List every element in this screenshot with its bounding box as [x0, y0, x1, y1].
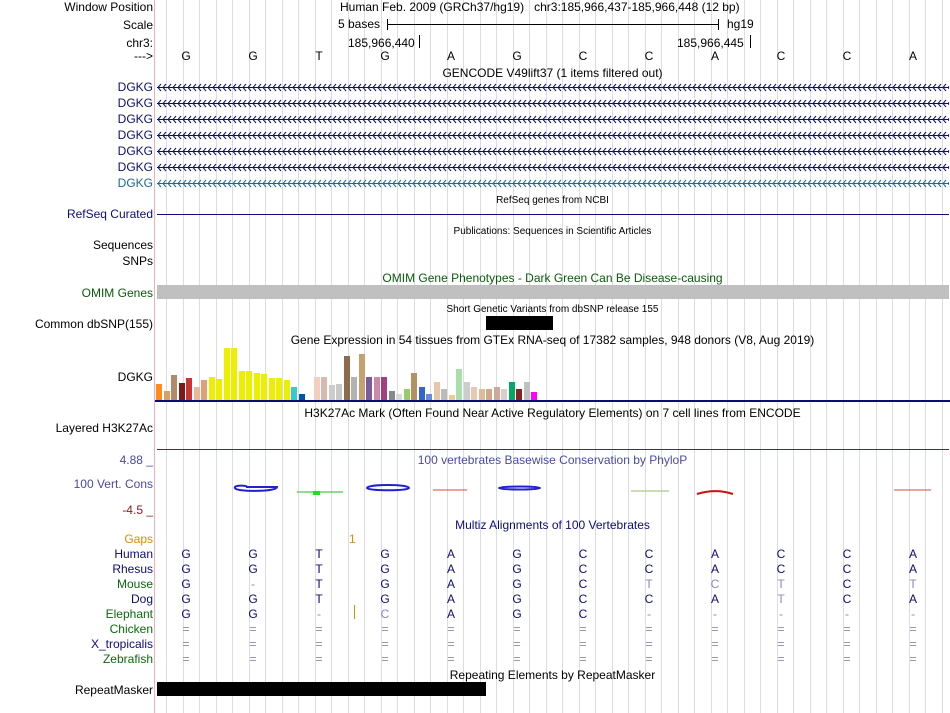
alignment-base: G — [380, 577, 390, 591]
phylop-logo-g-2 — [367, 485, 409, 490]
gtex-label[interactable]: DGKG — [117, 370, 153, 384]
alignment-base: T — [777, 592, 785, 606]
alignment-base: G — [512, 562, 522, 576]
gtex-tissue-bar[interactable] — [284, 380, 290, 400]
base-letter: G — [380, 49, 390, 63]
scale-assembly: hg19 — [727, 17, 754, 31]
base-letter: C — [644, 49, 654, 63]
alignment-base: A — [710, 547, 719, 561]
alignment-base: C — [578, 592, 588, 606]
alignment-base: = — [711, 652, 719, 666]
gtex-tissue-bar[interactable] — [404, 389, 410, 400]
gencode-gene-label[interactable]: DGKG — [117, 128, 153, 142]
alignment-base: = — [579, 652, 587, 666]
phylop-label[interactable]: 100 Vert. Cons — [73, 477, 153, 491]
alignment-base: C — [842, 547, 852, 561]
alignment-base: = — [381, 652, 389, 666]
scale-bar-left-tick — [387, 19, 388, 30]
phylop-plot[interactable] — [155, 478, 950, 502]
alignment-base: C — [380, 607, 390, 621]
gtex-tissue-bar[interactable] — [314, 377, 320, 400]
gtex-tissue-bar[interactable] — [486, 389, 492, 400]
alignment-base: - — [779, 607, 783, 621]
gap-count: 1 — [349, 532, 356, 546]
gencode-gene-label[interactable]: DGKG — [117, 80, 153, 94]
species-label[interactable]: Elephant — [105, 607, 153, 621]
gtex-tissue-bar[interactable] — [261, 374, 267, 400]
omim-label[interactable]: OMIM Genes — [81, 286, 153, 300]
species-label[interactable]: Zebrafish — [102, 652, 153, 666]
gencode-transcript[interactable] — [157, 98, 949, 109]
window-position-value: Human Feb. 2009 (GRCh37/hg19) chr3:185,966,437-185,966,448 (12 bp) — [340, 0, 740, 14]
gencode-gene-label[interactable]: DGKG — [117, 112, 153, 126]
gtex-tissue-bar[interactable] — [441, 389, 447, 400]
alignment-base: C — [776, 562, 786, 576]
gtex-tissue-bar[interactable] — [456, 369, 462, 400]
coord-tick-1 — [419, 35, 420, 48]
gtex-tissue-bar[interactable] — [336, 384, 342, 400]
base-letter: A — [710, 49, 719, 63]
species-label[interactable]: Mouse — [116, 577, 153, 591]
alignment-base: = — [513, 622, 521, 636]
dbsnp-variant[interactable] — [486, 316, 553, 330]
gtex-tissue-bar[interactable] — [269, 378, 275, 400]
dbsnp-label[interactable]: Common dbSNP(155) — [34, 317, 153, 331]
gtex-tissue-bar[interactable] — [224, 348, 230, 400]
gencode-transcript[interactable] — [157, 82, 949, 93]
gencode-gene-label[interactable]: DGKG — [117, 96, 153, 110]
multiz-track-title[interactable]: Multiz Alignments of 100 Vertebrates — [455, 518, 650, 532]
label-separator — [154, 0, 155, 713]
publications-track-title[interactable]: Publications: Sequences in Scientific Articles — [453, 226, 652, 237]
species-label[interactable]: Chicken — [109, 622, 153, 636]
coord-tick-2 — [750, 35, 751, 48]
gtex-tissue-bar[interactable] — [419, 387, 425, 400]
alignment-base: G — [181, 607, 191, 621]
gtex-tissue-bar[interactable] — [434, 382, 440, 400]
omim-track-title[interactable]: OMIM Gene Phenotypes - Dark Green Can Be Disease-causing — [382, 271, 723, 285]
gtex-tissue-bar[interactable] — [509, 382, 515, 400]
base-letter: C — [776, 49, 786, 63]
species-label[interactable]: Dog — [130, 592, 153, 606]
alignment-base: G — [181, 577, 191, 591]
gtex-tissue-bar[interactable] — [501, 389, 507, 400]
alignment-base: C — [644, 547, 654, 561]
gtex-tissue-bar[interactable] — [359, 354, 365, 400]
repeatmasker-track-title[interactable]: Repeating Elements by RepeatMasker — [449, 668, 656, 682]
alignment-base: - — [911, 607, 915, 621]
phylop-max-label: 4.88 _ — [119, 453, 153, 467]
alignment-base: = — [315, 622, 323, 636]
publications-snps-label[interactable]: SNPs — [122, 254, 153, 268]
alignment-base: G — [181, 547, 191, 561]
gtex-tissue-bar[interactable] — [411, 373, 417, 400]
species-label[interactable]: X_tropicalis — [90, 637, 153, 651]
gtex-tissue-bar[interactable] — [471, 387, 477, 400]
gtex-tissue-bar[interactable] — [344, 356, 350, 400]
base-letter: T — [315, 49, 323, 63]
gtex-tissue-bar[interactable] — [366, 377, 372, 400]
alignment-base: = — [447, 622, 455, 636]
gencode-transcript[interactable] — [157, 130, 949, 141]
coord-label-1: 185,966,440 — [348, 36, 415, 50]
alignment-base: = — [777, 622, 785, 636]
alignment-base: = — [909, 652, 917, 666]
phylop-logo-g-1 — [235, 486, 277, 491]
omim-feature[interactable] — [157, 285, 949, 299]
window-position-label: Window Position — [64, 0, 153, 14]
alignment-base: T — [315, 547, 323, 561]
alignment-base: - — [251, 577, 255, 591]
gtex-tissue-bar[interactable] — [276, 378, 282, 400]
gtex-tissue-bar[interactable] — [194, 387, 200, 400]
gencode-track-title[interactable]: GENCODE V49lift37 (1 items filtered out) — [442, 66, 663, 80]
strand-label: ---> — [134, 49, 153, 63]
alignment-base: = — [182, 652, 190, 666]
base-letter: A — [908, 49, 917, 63]
alignment-base: G — [248, 562, 258, 576]
phylop-bar-t-peak — [313, 491, 320, 495]
alignment-base: A — [446, 592, 455, 606]
alignment-base: = — [579, 622, 587, 636]
alignment-base: A — [710, 592, 719, 606]
alignment-base: G — [181, 592, 191, 606]
alignment-base: = — [777, 652, 785, 666]
alignment-base: = — [381, 637, 389, 651]
alignment-base: = — [315, 652, 323, 666]
alignment-base: T — [315, 577, 323, 591]
gencode-transcript[interactable] — [157, 162, 949, 173]
alignment-base: = — [447, 652, 455, 666]
base-letter: G — [512, 49, 522, 63]
scale-bases: 5 bases — [338, 17, 381, 31]
alignment-base: G — [512, 547, 522, 561]
h3k27ac-track-title[interactable]: H3K27Ac Mark (Often Found Near Active Regulatory Elements) on 7 cell lines from ENCODE — [304, 406, 801, 420]
alignment-base: C — [842, 577, 852, 591]
alignment-base: T — [909, 577, 917, 591]
alignment-base: G — [380, 547, 390, 561]
alignment-base: C — [578, 607, 588, 621]
alignment-base: = — [182, 637, 190, 651]
alignment-base: = — [579, 637, 587, 651]
alignment-base: T — [315, 592, 323, 606]
alignment-base: = — [182, 622, 190, 636]
gtex-tissue-bar[interactable] — [494, 387, 500, 400]
base-letter: A — [446, 49, 455, 63]
base-letter: C — [578, 49, 588, 63]
refseq-track-title[interactable]: RefSeq genes from NCBI — [496, 195, 609, 206]
gtex-tissue-bar[interactable] — [254, 373, 260, 400]
gtex-tissue-bar[interactable] — [291, 387, 297, 400]
alignment-base: C — [578, 577, 588, 591]
alignment-base: = — [843, 622, 851, 636]
repeatmasker-label[interactable]: RepeatMasker — [74, 683, 153, 697]
gtex-tissue-bar[interactable] — [239, 371, 245, 400]
gencode-gene-label[interactable]: DGKG — [117, 144, 153, 158]
gtex-track-title[interactable]: Gene Expression in 54 tissues from GTEx RNA-seq of 17382 samples, 948 donors (V8, Aug 2019) — [290, 333, 815, 347]
base-letter: C — [842, 49, 852, 63]
alignment-base: = — [909, 622, 917, 636]
alignment-base: G — [380, 592, 390, 606]
alignment-base: C — [644, 592, 654, 606]
phylop-track-title[interactable]: 100 vertebrates Basewise Conservation by PhyloP — [417, 453, 688, 467]
gtex-gene-line — [155, 400, 950, 402]
gencode-transcript[interactable] — [157, 114, 949, 125]
alignment-base: = — [711, 622, 719, 636]
gtex-tissue-bar[interactable] — [186, 378, 192, 400]
alignment-base: G — [512, 607, 522, 621]
chrom-label: chr3: — [126, 36, 153, 50]
gtex-tissue-bar[interactable] — [231, 348, 237, 400]
alignment-base: = — [909, 637, 917, 651]
alignment-base: C — [842, 592, 852, 606]
alignment-base: - — [713, 607, 717, 621]
alignment-base: = — [843, 637, 851, 651]
alignment-base: = — [249, 652, 257, 666]
h3k27ac-baseline — [157, 449, 949, 450]
gtex-tissue-bar[interactable] — [381, 377, 387, 400]
alignment-base: A — [908, 592, 917, 606]
alignment-base: - — [317, 607, 321, 621]
gap-marker — [354, 605, 355, 619]
alignment-base: = — [513, 637, 521, 651]
gtex-tissue-bar[interactable] — [216, 379, 222, 400]
gtex-tissue-bar[interactable] — [321, 377, 327, 400]
alignment-base: G — [512, 592, 522, 606]
coord-label-2: 185,966,445 — [677, 36, 744, 50]
alignment-base: A — [908, 547, 917, 561]
gtex-bar-chart[interactable] — [156, 348, 556, 400]
alignment-base: G — [380, 562, 390, 576]
publications-sequences-label[interactable]: Sequences — [92, 238, 153, 252]
gtex-tissue-bar[interactable] — [531, 392, 537, 400]
alignment-base: A — [446, 577, 455, 591]
alignment-base: = — [381, 622, 389, 636]
alignment-base: G — [248, 607, 258, 621]
alignment-base: T — [315, 562, 323, 576]
alignment-base: = — [513, 652, 521, 666]
alignment-base: G — [512, 577, 522, 591]
alignment-base: = — [645, 637, 653, 651]
gtex-tissue-bar[interactable] — [164, 391, 170, 400]
phylop-min-label: -4.5 _ — [122, 503, 153, 517]
scale-bar-right-tick — [718, 19, 719, 30]
gtex-tissue-bar[interactable] — [329, 385, 335, 400]
alignment-base: T — [777, 577, 785, 591]
dbsnp-track-title[interactable]: Short Genetic Variants from dbSNP release 155 — [446, 304, 659, 315]
gtex-tissue-bar[interactable] — [156, 384, 162, 400]
alignment-base: T — [645, 577, 653, 591]
gtex-tissue-bar[interactable] — [516, 389, 522, 400]
scale-bar — [387, 24, 719, 25]
gtex-tissue-bar[interactable] — [351, 377, 357, 400]
species-label[interactable]: Rhesus — [112, 562, 153, 576]
gtex-tissue-bar[interactable] — [209, 377, 215, 400]
alignment-base: = — [249, 622, 257, 636]
alignment-base: G — [248, 547, 258, 561]
alignment-base: = — [315, 637, 323, 651]
base-letter: G — [181, 49, 191, 63]
gtex-tissue-bar[interactable] — [179, 383, 185, 400]
gtex-tissue-bar[interactable] — [374, 377, 380, 400]
phylop-logo-g-3 — [499, 487, 540, 490]
alignment-base: C — [578, 547, 588, 561]
gaps-label[interactable]: Gaps — [124, 532, 153, 546]
gtex-tissue-bar[interactable] — [201, 380, 207, 400]
gencode-gene-label[interactable]: DGKG — [117, 160, 153, 174]
alignment-base: G — [248, 592, 258, 606]
h3k27ac-label[interactable]: Layered H3K27Ac — [55, 421, 153, 435]
alignment-base: = — [645, 622, 653, 636]
alignment-base: G — [181, 562, 191, 576]
base-letter: G — [248, 49, 258, 63]
gencode-transcript[interactable] — [157, 178, 949, 189]
species-label[interactable]: Human — [114, 547, 153, 561]
gencode-transcript[interactable] — [157, 146, 949, 157]
alignment-base: = — [777, 637, 785, 651]
alignment-base: C — [842, 562, 852, 576]
alignment-base: - — [647, 607, 651, 621]
gtex-tissue-bar[interactable] — [524, 382, 530, 400]
refseq-label[interactable]: RefSeq Curated — [66, 207, 153, 221]
gtex-tissue-bar[interactable] — [464, 382, 470, 400]
repeatmasker-element[interactable] — [157, 682, 486, 696]
alignment-base: A — [446, 607, 455, 621]
alignment-base: = — [843, 652, 851, 666]
gtex-tissue-bar[interactable] — [171, 375, 177, 400]
alignment-base: = — [645, 652, 653, 666]
gencode-gene-label[interactable]: DGKG — [117, 176, 153, 190]
alignment-base: = — [711, 637, 719, 651]
alignment-base: A — [710, 562, 719, 576]
gtex-tissue-bar[interactable] — [389, 391, 395, 400]
scale-label: Scale — [122, 18, 153, 32]
alignment-base: C — [776, 547, 786, 561]
alignment-base: = — [447, 637, 455, 651]
alignment-base: C — [710, 577, 720, 591]
refseq-gene-line[interactable] — [157, 214, 949, 215]
alignment-base: A — [908, 562, 917, 576]
gtex-tissue-bar[interactable] — [246, 371, 252, 400]
alignment-base: A — [446, 547, 455, 561]
alignment-base: A — [446, 562, 455, 576]
gtex-tissue-bar[interactable] — [479, 389, 485, 400]
alignment-base: C — [578, 562, 588, 576]
alignment-base: = — [249, 637, 257, 651]
phylop-bar-a-2 — [697, 491, 733, 494]
alignment-base: - — [845, 607, 849, 621]
alignment-base: C — [644, 562, 654, 576]
